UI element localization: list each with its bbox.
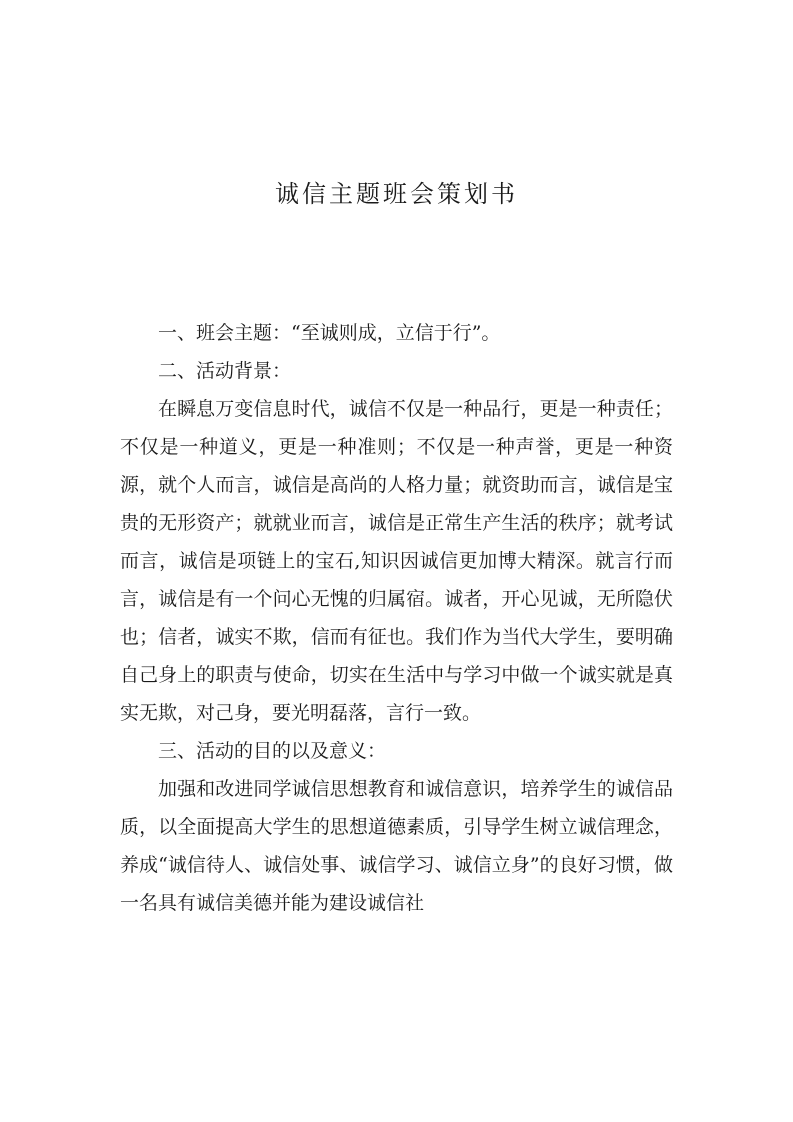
document-body	[120, 314, 673, 922]
document-title: 诚信主题班会策划书	[275, 180, 518, 208]
section-heading-purpose: 三、活动的目的以及意义：	[158, 740, 387, 762]
background-paragraph: 在瞬息万变信息时代，诚信不仅是一种品行，更是一种责任；不仅是一种道义，更是一种准则；不仅是一种声誉，更是一种资源，就个人而言，诚信是高尚的人格力量；就资助而言，诚信是宝贵的无形资产；就就业而言，诚信是正常生产生活的秩序；就考试而言，诚信是项链上的宝石,知识因诚信更加博大精深。就言行而言，诚信是有一个问心无愧的归属宿。诚者，开心见诚，无所隐伏也；信者，诚实不欺，信而有征也。我们作为当代大学生，要明确自己身上的职责与使命，切实在生活中与学习中做一个诚实就是真实无欺，对己身，要光明磊落，言行一致。	[120, 398, 673, 724]
purpose-paragraph: 加强和改进同学诚信思想教育和诚信意识，培养学生的诚信品质，以全面提高大学生的思想道德素质，引导学生树立诚信理念，养成“诚信待人、诚信处事、诚信学习、诚信立身”的良好习惯，做一名具有诚信美德并能为建设诚信社	[120, 778, 673, 914]
section-heading-theme: 一、班会主题：“至诚则成，立信于行”。	[158, 322, 501, 344]
section-heading-background: 二、活动背景：	[158, 360, 292, 382]
